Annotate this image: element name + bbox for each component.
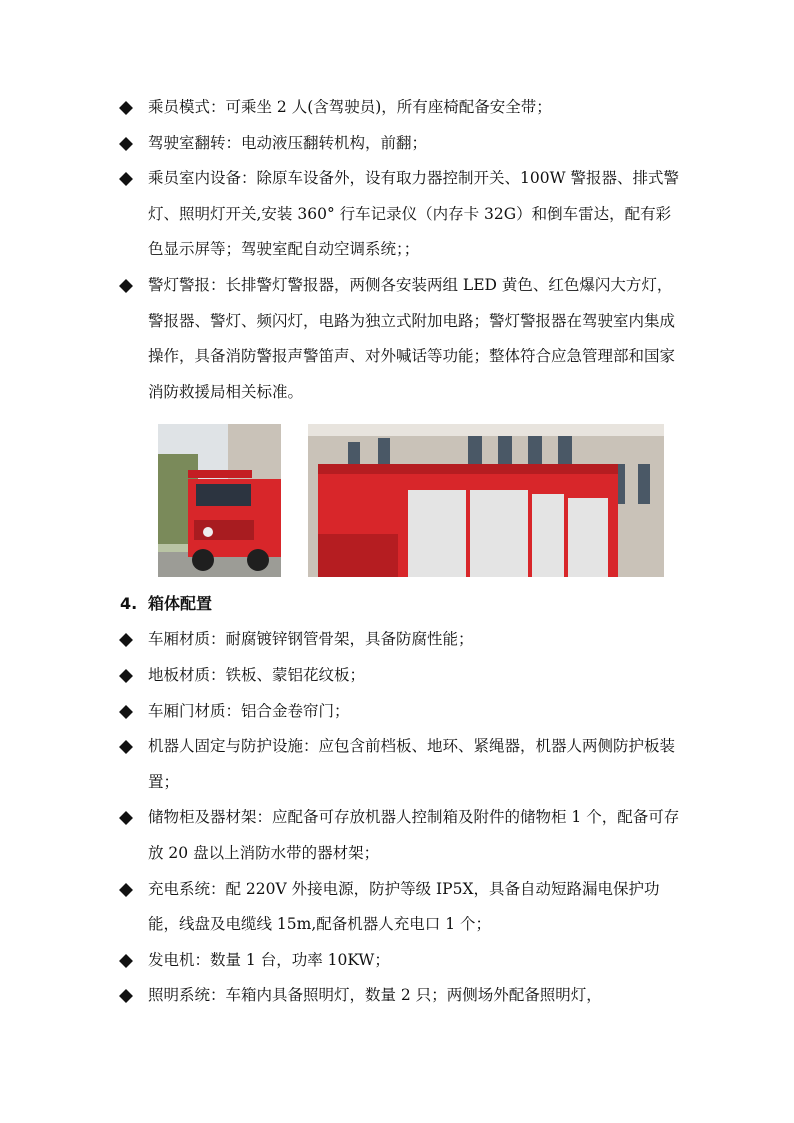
list-item [120, 268, 680, 410]
diamond-bullet-icon [119, 954, 133, 968]
list-item [120, 800, 680, 871]
section-title: 箱体配置 [148, 594, 213, 614]
truck-body-photo [308, 424, 664, 577]
item-text: 驾驶室翻转：电动液压翻转机构，前翻； [148, 133, 428, 152]
list-item [120, 161, 680, 268]
diamond-bullet-icon [119, 279, 133, 293]
diamond-bullet-icon [119, 101, 133, 115]
item-text: 乘员模式：可乘坐 2 人(含驾驶员)，所有座椅配备安全带； [148, 98, 552, 116]
diamond-bullet-icon [119, 633, 133, 647]
item-text: 发电机：数量 1 台，功率 10KW； [148, 950, 390, 969]
diamond-bullet-icon [119, 811, 133, 825]
item-text: 机器人固定与防护设施：应包含前档板、地环、紧绳器，机器人两侧防护板装置； [148, 737, 676, 791]
list-item [120, 943, 680, 979]
diamond-bullet-icon [119, 172, 133, 186]
truck-cab-photo [158, 424, 281, 577]
diamond-bullet-icon [119, 669, 133, 683]
diamond-bullet-icon [119, 705, 133, 719]
list-item [120, 729, 680, 800]
diamond-bullet-icon [119, 740, 133, 754]
item-text: 乘员室内设备：除原车设备外，设有取力器控制开关、100W 警报器、排式警灯、照明灯开关,安装 360° 行车记录仪（内存卡 32G）和倒车雷达，配有彩色显示屏等；驾驶室配自动空调系统；； [148, 169, 679, 259]
vehicle-photos [120, 424, 680, 582]
list-item [120, 90, 680, 126]
item-text: 充电系统：配 220V 外接电源，防护等级 IP5X，具备自动短路漏电保护功能，线盘及电缆线 15m,配备机器人充电口 1 个； [148, 879, 660, 934]
section-number: 4. [120, 594, 138, 614]
section-heading [120, 586, 680, 622]
item-text: 照明系统：车箱内具备照明灯，数量 2 只；两侧场外配备照明灯， [148, 986, 602, 1005]
diamond-bullet-icon [119, 989, 133, 1003]
list-item [120, 872, 680, 943]
item-text: 车厢门材质：铝合金卷帘门； [148, 701, 350, 720]
item-text: 警灯警报：长排警灯警报器，两侧各安装两组 LED 黄色、红色爆闪大方灯，警报器、警灯、频闪灯，电路为独立式附加电路；警灯警报器在驾驶室内集成操作，具备消防警报声警笛声、对外喊话等功能；整体符合应急管理部和国家消防救援局相关标准。 [148, 275, 676, 401]
list-item [120, 978, 680, 1014]
item-text: 车厢材质：耐腐镀锌钢管骨架，具备防腐性能； [148, 630, 474, 649]
item-text: 地板材质：铁板、蒙铝花纹板； [148, 665, 366, 684]
spec-list [120, 90, 680, 1014]
diamond-bullet-icon [119, 137, 133, 151]
diamond-bullet-icon [119, 883, 133, 897]
list-item [120, 126, 680, 162]
list-item [120, 622, 680, 658]
item-text: 储物柜及器材架：应配备可存放机器人控制箱及附件的储物柜 1 个，配备可存放 20 盘以上消防水带的器材架； [148, 808, 680, 862]
list-item [120, 694, 680, 730]
list-item [120, 658, 680, 694]
